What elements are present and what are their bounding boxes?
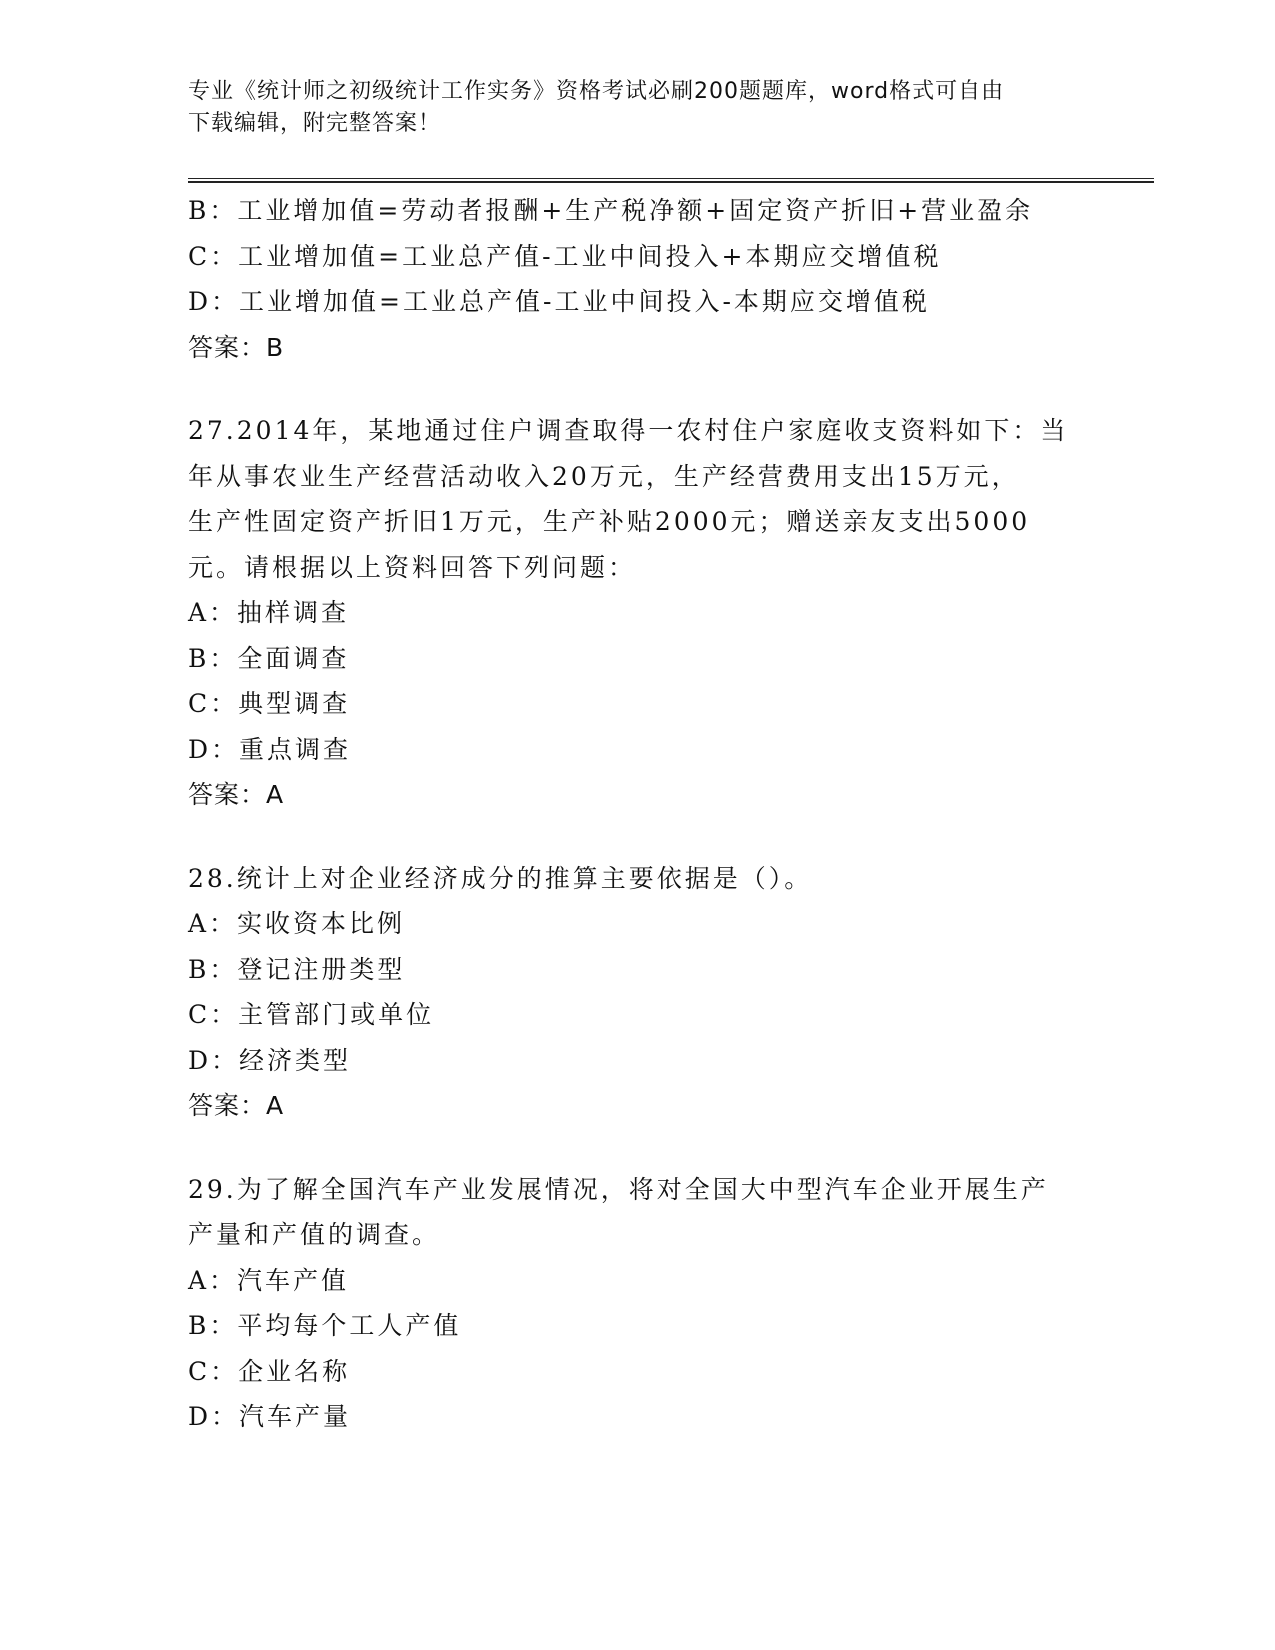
question-27 [188, 408, 1088, 818]
option-c: C：典型调查 [188, 689, 351, 718]
answer: 答案：A [188, 780, 285, 809]
question-28 [188, 856, 1088, 1129]
option-b: B：登记注册类型 [188, 954, 406, 984]
option-d: D：工业增加值=工业总产值-工业中间投入-本期应交增值税 [188, 287, 930, 316]
option-d: D：经济类型 [188, 1045, 352, 1075]
question-stem: 生产性固定资产折旧1万元，生产补贴2000元；赠送亲友支出5000 [188, 507, 1031, 536]
option-b: B：工业增加值=劳动者报酬+生产税净额+固定资产折旧+营业盈余 [188, 196, 1034, 225]
question-stem: 29.为了解全国汽车产业发展情况，将对全国大中型汽车企业开展生产 [188, 1174, 1049, 1204]
question-stem: 28.统计上对企业经济成分的推算主要依据是（）。 [188, 863, 813, 893]
document-body [188, 188, 1088, 1440]
header-line-2: 下载编辑，附完整答案！ [188, 111, 442, 136]
question-stem: 产量和产值的调查。 [188, 1220, 441, 1249]
answer: 答案：B [188, 332, 285, 362]
question-stem: 27.2014年，某地通过住户调查取得一农村住户家庭收支资料如下：当 [188, 416, 1069, 445]
option-c: C：主管部门或单位 [188, 1000, 435, 1029]
option-b: B：平均每个工人产值 [188, 1311, 462, 1340]
option-b: B：全面调查 [188, 643, 350, 673]
page-header [188, 76, 1088, 140]
option-c: C：工业增加值=工业总产值-工业中间投入+本期应交增值税 [188, 241, 942, 271]
header-line-1: 专业《统计师之初级统计工作实务》资格考试必刷200题题库，word格式可自由 [188, 79, 1005, 104]
option-d: D：汽车产量 [188, 1402, 352, 1431]
option-d: D：重点调查 [188, 734, 352, 764]
option-c: C：企业名称 [188, 1356, 351, 1386]
header-divider [188, 178, 1154, 183]
option-a: A：汽车产值 [188, 1265, 350, 1295]
option-a: A：实收资本比例 [188, 909, 406, 938]
option-a: A：抽样调查 [188, 598, 350, 627]
question-29 [188, 1167, 1088, 1440]
question-26-tail [188, 188, 1088, 370]
answer: 答案：A [188, 1091, 285, 1120]
question-stem: 年从事农业生产经营活动收入20万元，生产经营费用支出15万元， [188, 461, 1020, 491]
question-stem: 元。请根据以上资料回答下列问题： [188, 552, 637, 582]
